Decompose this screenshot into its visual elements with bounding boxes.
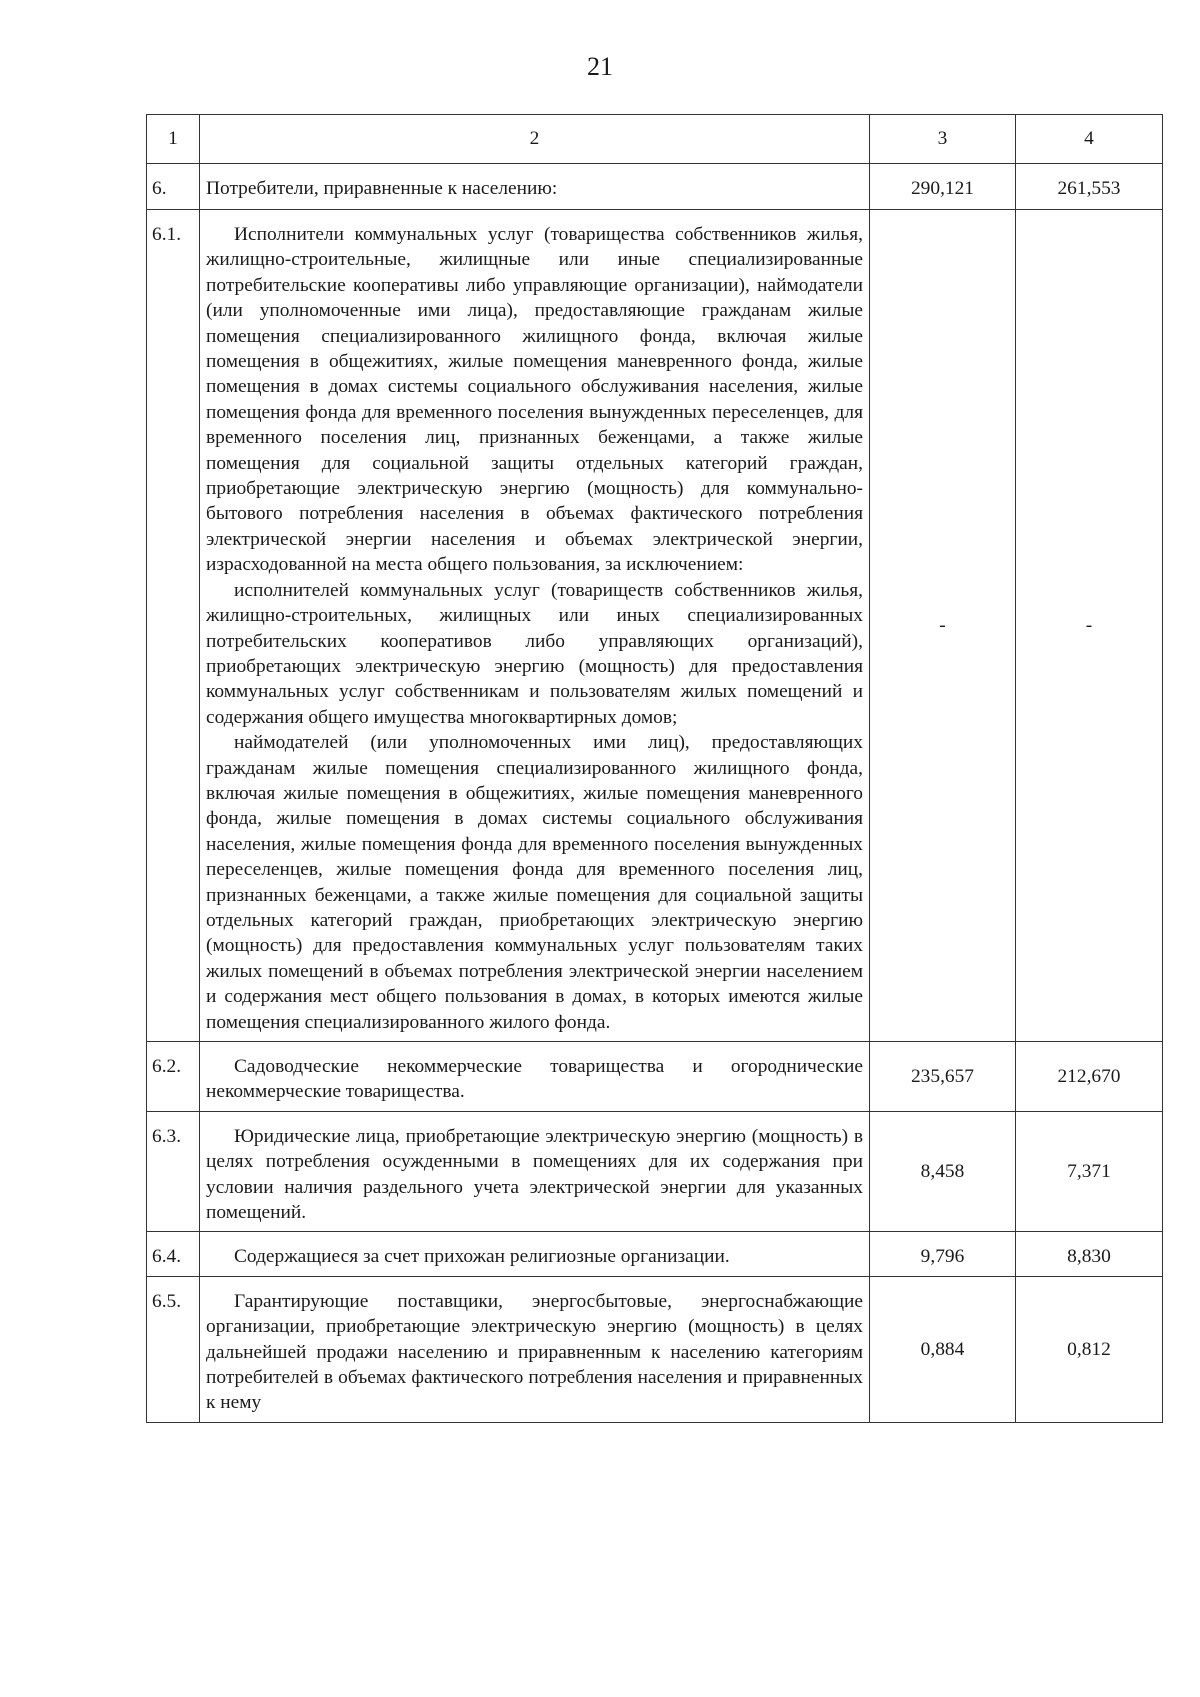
page-number: 21 bbox=[587, 52, 613, 81]
tariff-table bbox=[146, 114, 1163, 1423]
row-paragraph: Садоводческие некоммерческие товарищества и огороднические некоммерческие товарищества. bbox=[206, 1056, 863, 1103]
row-description bbox=[200, 210, 870, 1042]
header-cell: 3 bbox=[870, 115, 1016, 164]
row-number: 6.5. bbox=[147, 1276, 200, 1422]
header-cell: 4 bbox=[1016, 115, 1163, 164]
value-col4: 8,830 bbox=[1016, 1232, 1163, 1276]
row-number: 6. bbox=[147, 164, 200, 210]
value-col3: 290,121 bbox=[870, 164, 1016, 210]
value-col4: 0,812 bbox=[1016, 1276, 1163, 1422]
value-col3: 235,657 bbox=[870, 1042, 1016, 1112]
row-paragraph: наймодателей (или уполномоченных ими лиц), предоставляющих гражданам жилые помещения специализированного жилищного фонда, включая жилые помещения в общежитиях, жилые помещения маневренного фонда, жилые помещения в домах системы социального обслуживания населения, жилые помещения фонда для временного поселения вынужденных переселенцев, жилые помещения фонда для временного поселения лиц, признанных беженцами, а также жилые помещения для социальной защиты отдельных категорий граждан, приобретающих электрическую энергию (мощность) для предоставления коммунальных услуг пользователям таких жилых помещений в объемах потребления электрической энергии населением и содержания мест общего пользования в домах, в которых имеются жилые помещения специализированного жилого фонда. bbox=[206, 732, 863, 1033]
value-col4: 212,670 bbox=[1016, 1042, 1163, 1112]
table-row bbox=[147, 164, 1163, 210]
value-col4: - bbox=[1016, 210, 1163, 1042]
table-row bbox=[147, 210, 1163, 1042]
table-header-row bbox=[147, 115, 1163, 164]
value-col4: 7,371 bbox=[1016, 1111, 1163, 1232]
row-paragraph: Гарантирующие поставщики, энергосбытовые, энергоснабжающие организации, приобретающие электрическую энергию (мощность) в целях дальнейшей продажи населению и приравненным к населению категориям потребителей в объемах фактического потребления населения и приравненных к нему bbox=[206, 1290, 863, 1414]
table-row bbox=[147, 1232, 1163, 1276]
row-paragraph: исполнителей коммунальных услуг (товариществ собственников жилья, жилищно-строительных, жилищных или иных специализированных потребительских кооперативов либо управляющих организаций), приобретающих электрическую энергию (мощность) для предоставления коммунальных услуг собственникам и пользователям жилых помещений и содержания общего имущества многоквартирных домов; bbox=[206, 579, 863, 728]
row-description bbox=[200, 1232, 870, 1276]
row-paragraph: Юридические лица, приобретающие электрическую энергию (мощность) в целях потребления осужденными в помещениях для их содержания при условии наличия раздельного учета электрической энергии для указанных помещений. bbox=[206, 1125, 863, 1224]
table-row bbox=[147, 1276, 1163, 1422]
header-cell: 1 bbox=[147, 115, 200, 164]
row-number: 6.4. bbox=[147, 1232, 200, 1276]
row-number: 6.3. bbox=[147, 1111, 200, 1232]
value-col3: 0,884 bbox=[870, 1276, 1016, 1422]
row-description bbox=[200, 1276, 870, 1422]
table-row bbox=[147, 1111, 1163, 1232]
row-paragraph: Потребители, приравненные к населению: bbox=[206, 178, 558, 199]
row-description bbox=[200, 1111, 870, 1232]
value-col3: 8,458 bbox=[870, 1111, 1016, 1232]
row-description bbox=[200, 164, 870, 210]
row-number: 6.1. bbox=[147, 210, 200, 1042]
row-paragraph: Исполнители коммунальных услуг (товарищества собственников жилья, жилищно-строительные, жилищные или иные специализированные потребительские кооперативы либо управляющие организации), наймодатели (или уполномоченные ими лица), предоставляющие гражданам жилые помещения специализированного жилищного фонда, включая жилые помещения в общежитиях, жилые помещения маневренного фонда, жилые помещения в домах системы социального обслуживания населения, жилые помещения фонда для временного поселения вынужденных переселенцев, для временного поселения лиц, признанных беженцами, а также жилые помещения для социальной защиты отдельных категорий граждан, приобретающие электрическую энергию (мощность) для коммунально-бытового потребления населения в объемах фактического потребления электрической энергии населения и объемах электрической энергии, израсходованной на места общего пользования, за исключением: bbox=[206, 224, 863, 576]
header-cell: 2 bbox=[200, 115, 870, 164]
value-col3: - bbox=[870, 210, 1016, 1042]
value-col3: 9,796 bbox=[870, 1232, 1016, 1276]
row-number: 6.2. bbox=[147, 1042, 200, 1112]
row-paragraph: Содержащиеся за счет прихожан религиозные организации. bbox=[234, 1246, 730, 1268]
value-col4: 261,553 bbox=[1016, 164, 1163, 210]
table-row bbox=[147, 1042, 1163, 1112]
row-description bbox=[200, 1042, 870, 1112]
